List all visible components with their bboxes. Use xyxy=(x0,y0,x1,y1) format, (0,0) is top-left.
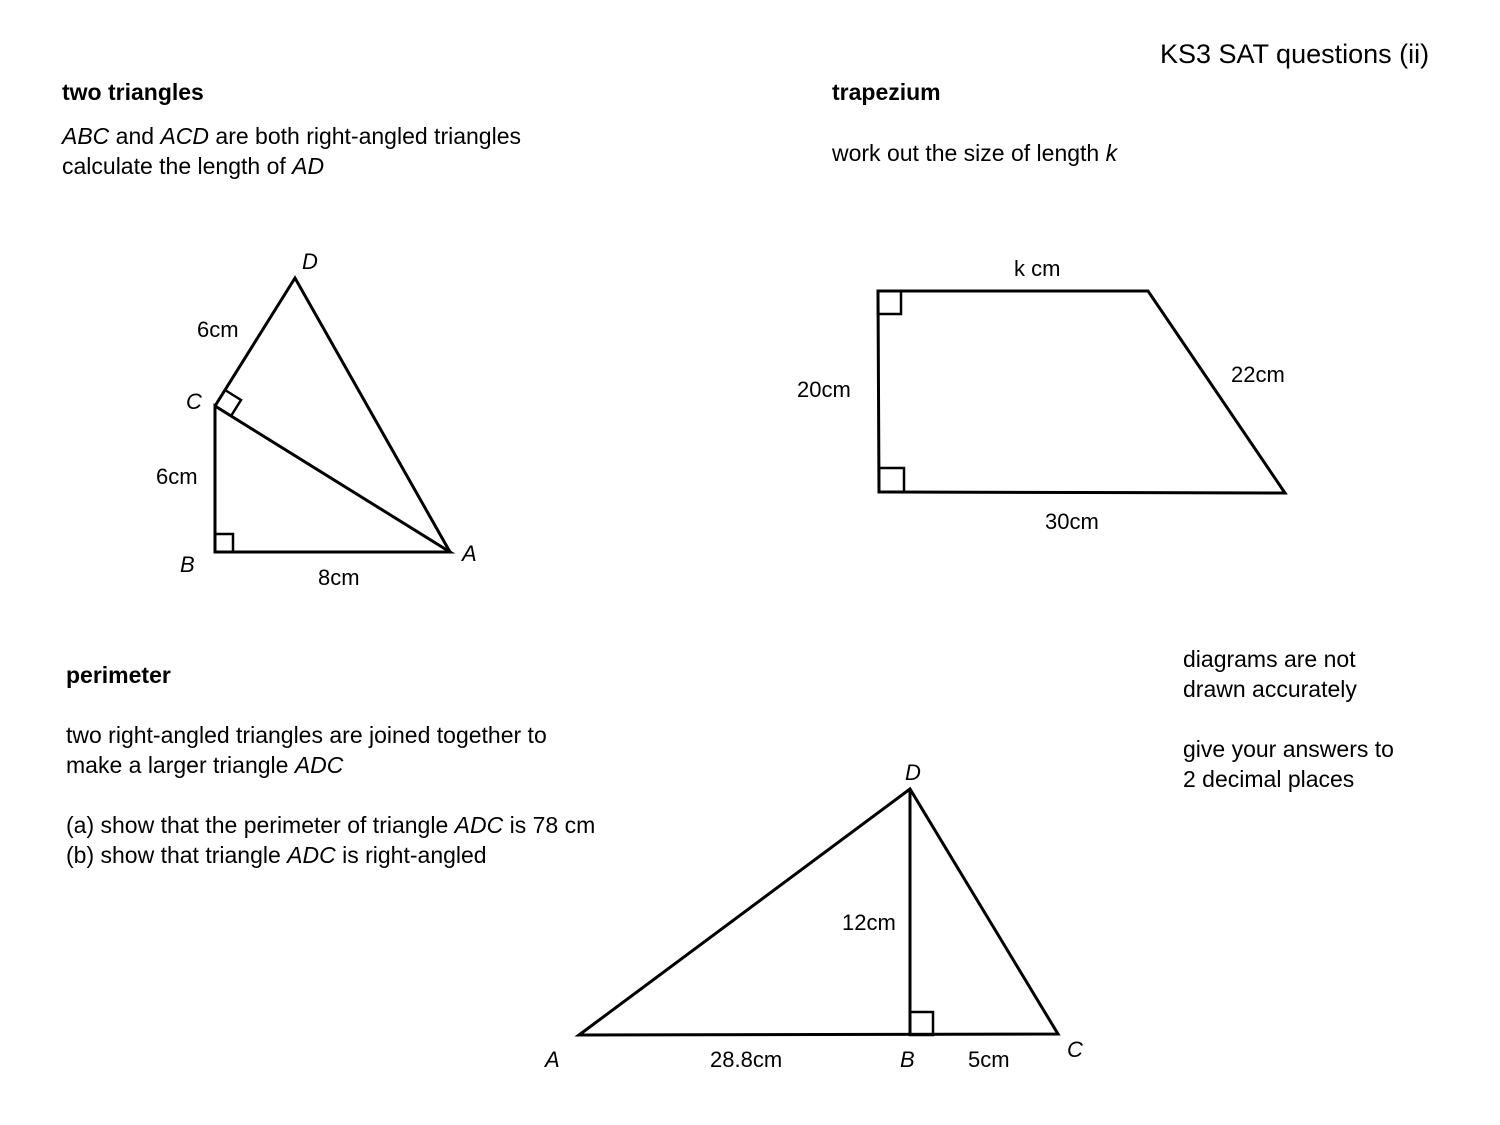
length-ba: 8cm xyxy=(318,565,360,590)
length-bc2: 5cm xyxy=(968,1047,1010,1072)
triangle-abc xyxy=(215,406,450,552)
triangle-adc xyxy=(579,789,1058,1035)
trapezium-heading: trapezium xyxy=(832,79,941,105)
label-d: D xyxy=(302,249,318,274)
note-not-accurate-line2: drawn accurately xyxy=(1183,676,1357,702)
note-decimal-line2: 2 decimal places xyxy=(1183,766,1355,792)
label-a2: A xyxy=(545,1047,560,1072)
note-not-accurate-line1: diagrams are not xyxy=(1183,646,1356,672)
length-height: 12cm xyxy=(842,910,896,935)
length-cd: 6cm xyxy=(197,317,239,342)
triangle-acd xyxy=(215,278,450,552)
perimeter-heading: perimeter xyxy=(66,662,171,688)
length-k: k cm xyxy=(1014,256,1061,281)
note-decimal-line1: give your answers to xyxy=(1183,736,1394,762)
perimeter-text-line1: two right-angled triangles are joined together to xyxy=(66,722,547,748)
length-left: 20cm xyxy=(797,377,851,402)
right-angle-top-left xyxy=(878,291,901,314)
length-slant: 22cm xyxy=(1231,362,1285,387)
label-c2: C xyxy=(1067,1037,1083,1062)
two-triangles-text-line1: ABC and ACD are both right-angled triangles xyxy=(62,123,521,149)
perimeter-diagram xyxy=(543,760,1083,1072)
trapezium-shape xyxy=(878,291,1285,493)
label-a: A xyxy=(462,541,477,566)
right-angle-bottom-left xyxy=(879,468,904,492)
length-ab: 28.8cm xyxy=(710,1047,783,1072)
perimeter-question-b: (b) show that triangle ADC is right-angled xyxy=(66,842,487,868)
perimeter-question-a: (a) show that the perimeter of triangle ADC is 78 cm xyxy=(66,812,596,838)
two-triangles-text-line2: calculate the length of AD xyxy=(62,153,325,179)
label-c: C xyxy=(186,389,202,414)
right-angle-b2 xyxy=(910,1012,933,1035)
length-bc: 6cm xyxy=(156,464,198,489)
page-title: KS3 SAT questions (ii) xyxy=(1160,39,1430,69)
two-triangles-heading: two triangles xyxy=(62,79,204,105)
perimeter-text-line2: make a larger triangle ADC xyxy=(66,752,344,778)
label-b2: B xyxy=(900,1047,915,1072)
right-angle-b xyxy=(215,534,233,552)
label-b: B xyxy=(180,552,195,577)
trapezium-text: work out the size of length k xyxy=(832,140,1118,166)
two-triangles-diagram xyxy=(156,249,477,590)
label-d2: D xyxy=(905,760,921,785)
trapezium-diagram xyxy=(797,256,1285,534)
length-bottom: 30cm xyxy=(1045,509,1099,534)
